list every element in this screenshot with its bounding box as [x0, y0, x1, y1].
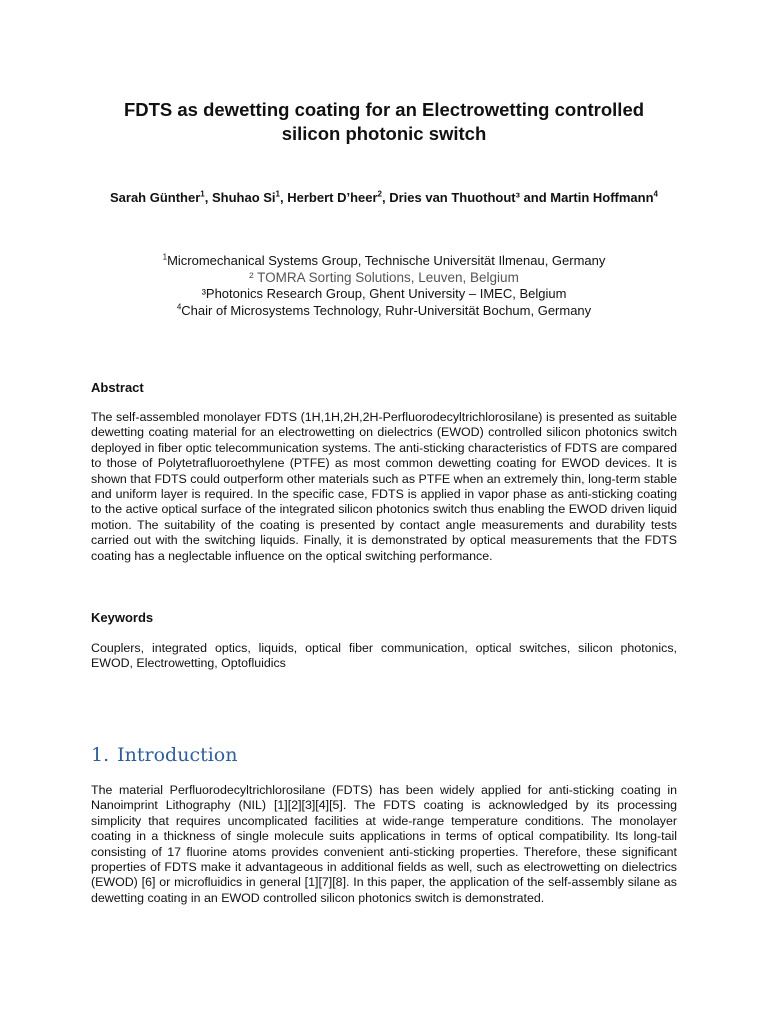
- paper-title: [60, 98, 708, 146]
- section-title: Introduction: [117, 744, 238, 766]
- title-line-2: silicon photonic switch: [281, 123, 487, 144]
- author-affil-sup: 1: [275, 189, 280, 199]
- abstract-heading: Abstract: [91, 380, 144, 395]
- affiliation-text: Micromechanical Systems Group, Technische Universität Ilmenau, Germany: [167, 253, 606, 268]
- affiliation-list: [60, 253, 708, 319]
- keywords-heading: Keywords: [91, 610, 154, 625]
- author-name: Herbert D’heer: [287, 190, 378, 205]
- author-separator: ,: [279, 190, 288, 205]
- affiliation-2: ² TOMRA Sorting Solutions, Leuven, Belgium: [249, 269, 519, 285]
- affiliation-sup: 1: [162, 252, 168, 262]
- author-name: Shuhao Si: [211, 190, 276, 205]
- author-list: [80, 189, 688, 206]
- title-line-1: FDTS as dewetting coating for an Electrowetting controlled: [123, 99, 645, 120]
- section-number: 1.: [91, 744, 110, 766]
- affiliation-text: Chair of Microsystems Technology, Ruhr-Universität Bochum, Germany: [181, 302, 592, 318]
- affiliation-sup: 4: [176, 302, 182, 312]
- introduction-text: The material Perfluorodecyltrichlorosilane (FDTS) has been widely applied for anti-sticking coating in Nanoimprint Lithography (NIL) [1][2][3][4][5]. The FDTS coating is acknowledged by its processing simplicity that requires uncomplicated facilities at wide-range temperature conditions. The monolayer coating in a thickness of single molecule suits applications in terms of optical compatibility. Its long-tail consisting of 17 fluorine atoms provides convenient anti-sticking properties. Therefore, these significant properties of FDTS make it advantageous in additional fields as well, such as electrowetting on dielectrics (EWOD) [6] or microfluidics in general [1][7][8]. In this paper, the application of the self-assembly silane as dewetting coating in an EWOD controlled silicon photonics switch is demonstrated.: [91, 783, 677, 905]
- author-name: Sarah Günther: [109, 190, 201, 205]
- affiliation-1: [60, 253, 708, 270]
- abstract-text: The self-assembled monolayer FDTS (1H,1H,2H,2H-Perfluorodecyltrichlorosilane) is presented as suitable dewetting coating material for an electrowetting on dielectrics (EWOD) controlled silicon photonics switch deployed in fiber optic telecommunication systems. The anti-sticking characteristics of FDTS are compared to those of Polytetrafluoroethylene (PTFE) as most common dewetting coating for EWOD devices. It is shown that FDTS could outperform other materials such as PTFE when an extremely thin, long-term stable and uniform layer is required. In the specific case, FDTS is applied in vapor phase as anti-sticking coating to the active optical surface of the integrated silicon photonics switch thus enabling the EWOD driven liquid motion. The suitability of the coating is presented by contact angle measurements and durability tests carried out with the switching liquids. Finally, it is demonstrated by optical measurements that the FDTS coating has a neglectable influence on the optical switching performance.: [91, 410, 677, 563]
- keywords-text: Couplers, integrated optics, liquids, optical fiber communication, optical switches, silicon photonics, EWOD, Electrowetting, Optofluidics: [91, 641, 677, 671]
- affiliation-3: ³Photonics Research Group, Ghent University – IMEC, Belgium: [201, 286, 567, 301]
- author-separator: ,: [204, 190, 212, 205]
- affiliation-4: [60, 303, 708, 320]
- section-heading-introduction: [91, 744, 245, 766]
- author-separator: ,: [381, 190, 390, 205]
- author-affil-sup: 4: [653, 189, 658, 199]
- author-affil-sup: 2: [377, 189, 382, 199]
- author-affil-sup: 1: [200, 189, 205, 199]
- author-name: Dries van Thuothout³ and Martin Hoffmann: [389, 190, 654, 205]
